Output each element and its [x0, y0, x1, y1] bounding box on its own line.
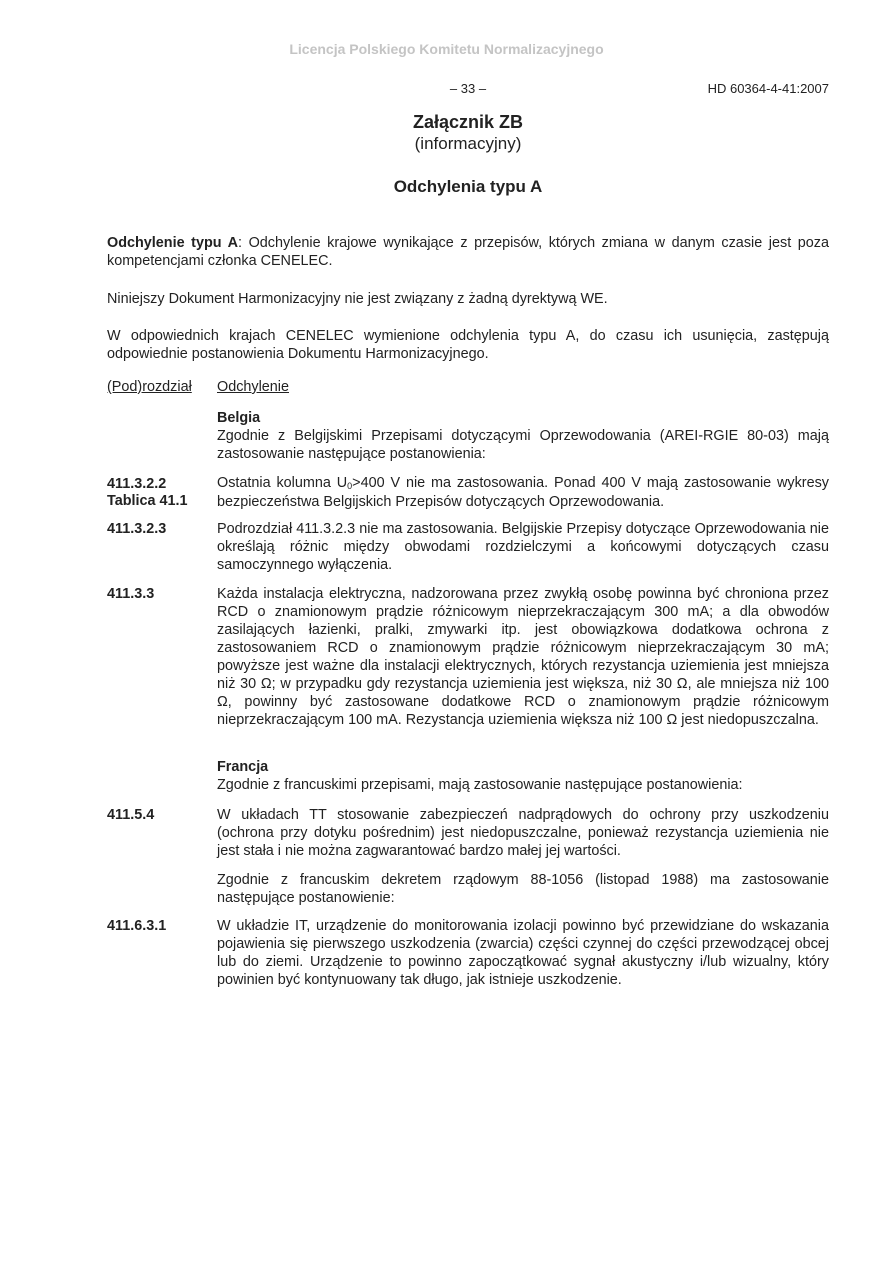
clause-411-3-2-3: 411.3.2.3 — [107, 521, 167, 537]
clause-411-6-3-1: 411.6.3.1 — [107, 918, 167, 934]
decree-paragraph: Zgodnie z francuskim dekretem rządowym 88-1056 (listopad 1988) ma zastosowanie następujące postanowienie: — [217, 872, 829, 906]
document-id: HD 60364-4-41:2007 — [707, 81, 829, 96]
country-block-belgium — [217, 409, 829, 463]
page-number: – 33 – — [449, 81, 487, 96]
definition-text: : Odchylenie krajowe wynikające z przepisów, których zmiana w danym czasie jest poza kompetencjami członka CENELEC. — [107, 235, 829, 269]
directive-paragraph: Niniejszy Dokument Harmonizacyjny nie jest związany z żadną dyrektywą WE. — [107, 291, 608, 307]
clause-411-3-3: 411.3.3 — [107, 586, 155, 602]
annex-subtitle: (informacyjny) — [414, 134, 522, 153]
clause-411-5-4: 411.5.4 — [107, 807, 155, 823]
deviation-text: Podrozdział 411.3.2.3 nie ma zastosowania. Belgijskie Przepisy dotyczące Oprzewodowania nie określają różnic między obwodami rozdzielczymi a końcowymi dotyczących czasu samoczynnego wyłączenia. — [217, 521, 829, 573]
country-block-france — [217, 758, 829, 794]
column-header-subclause: (Pod)rozdział — [107, 379, 192, 395]
subscript-zero: 0 — [347, 481, 353, 491]
clause-number — [107, 475, 188, 509]
table-reference: Tablica 41.1 — [107, 493, 188, 509]
france-intro: Zgodnie z francuskimi przepisami, mają zastosowanie następujące postanowienia: — [217, 777, 743, 793]
belgium-intro: Zgodnie z Belgijskimi Przepisami dotyczącymi Oprzewodowania (AREI-RGIE 80-03) mają zastosowanie następujące postanowienia: — [217, 428, 829, 462]
definition-term: Odchylenie typu A — [107, 235, 238, 251]
deviation-text: Każda instalacja elektryczna, nadzorowana przez zwykłą osobę powinna być chroniona przez RCD o znamionowym prądzie różnicowym nieprzekraczającym 300 mA; a dla obwodów zasilających łazienki, pralki, zmywarki itp. jest obowiązkowa dodatkowa ochrona z zastosowaniem RCD o znamionowym prądzie różnicowym nieprzekraczającym 30 mA; powyższe jest ważne dla instalacji elektrycznych, których rezystancja uziemienia jest mniejsza niż 30 Ω; w przypadku gdy rezystancja uziemienia jest większa, niż 30 Ω, ale mniejsza niż 100 Ω, powinny być zastosowane dodatkowe RCD o znamionowym prądzie różnicowym nieprzekraczającym 100 mA. Rezystancja uziemienia większa niż 100 Ω jest niedopuszczalna. — [217, 586, 829, 728]
deviation-text: W układzie IT, urządzenie do monitorowania izolacji powinno być przewidziane do wskazania pojawienia się pierwszego uszkodzenia (zwarcia) części czynnej do części przewodzącej obcej lub do ziemi. Urządzenie to powinno zapoczątkować sygnał akustyczny i/lub wizualny, który powinien być kontynuowany tak długo, jak istnieje uszkodzenie. — [217, 918, 829, 988]
deviation-text: Ostatnia kolumna $U_0>400$ V nie ma zastosowania. Ponad 400 V mają zastosowanie wykresy bezpieczeństwa Belgijskich Przepisów dotyczących Oprzewodowania. — [217, 475, 829, 510]
definition-paragraph — [107, 234, 829, 270]
deviation-text: W układach TT stosowanie zabezpieczeń nadprądowych do ochrony przy uszkodzeniu (ochrona przy dotyku pośrednim) jest niedopuszczalne, ponieważ rezystancja uziemienia nie jest stała i nie można zagwarantować bardzo małej jej wartości. — [217, 807, 829, 859]
license-watermark: Licencja Polskiego Komitetu Normalizacyjnego — [289, 41, 604, 57]
annex-title: Załącznik ZB — [412, 112, 524, 132]
country-name-belgium: Belgia — [217, 410, 261, 426]
country-name-france: Francja — [217, 759, 269, 775]
replacement-paragraph: W odpowiednich krajach CENELEC wymienione odchylenia typu A, do czasu ich usunięcia, zastępują odpowiednie postanowienia Dokumentu Harmonizacyjnego. — [107, 328, 829, 362]
clause-411-3-2-2: 411.3.2.2 — [107, 476, 167, 492]
section-title: Odchylenia typu A — [393, 177, 543, 196]
column-header-deviation: Odchylenie — [217, 379, 289, 395]
